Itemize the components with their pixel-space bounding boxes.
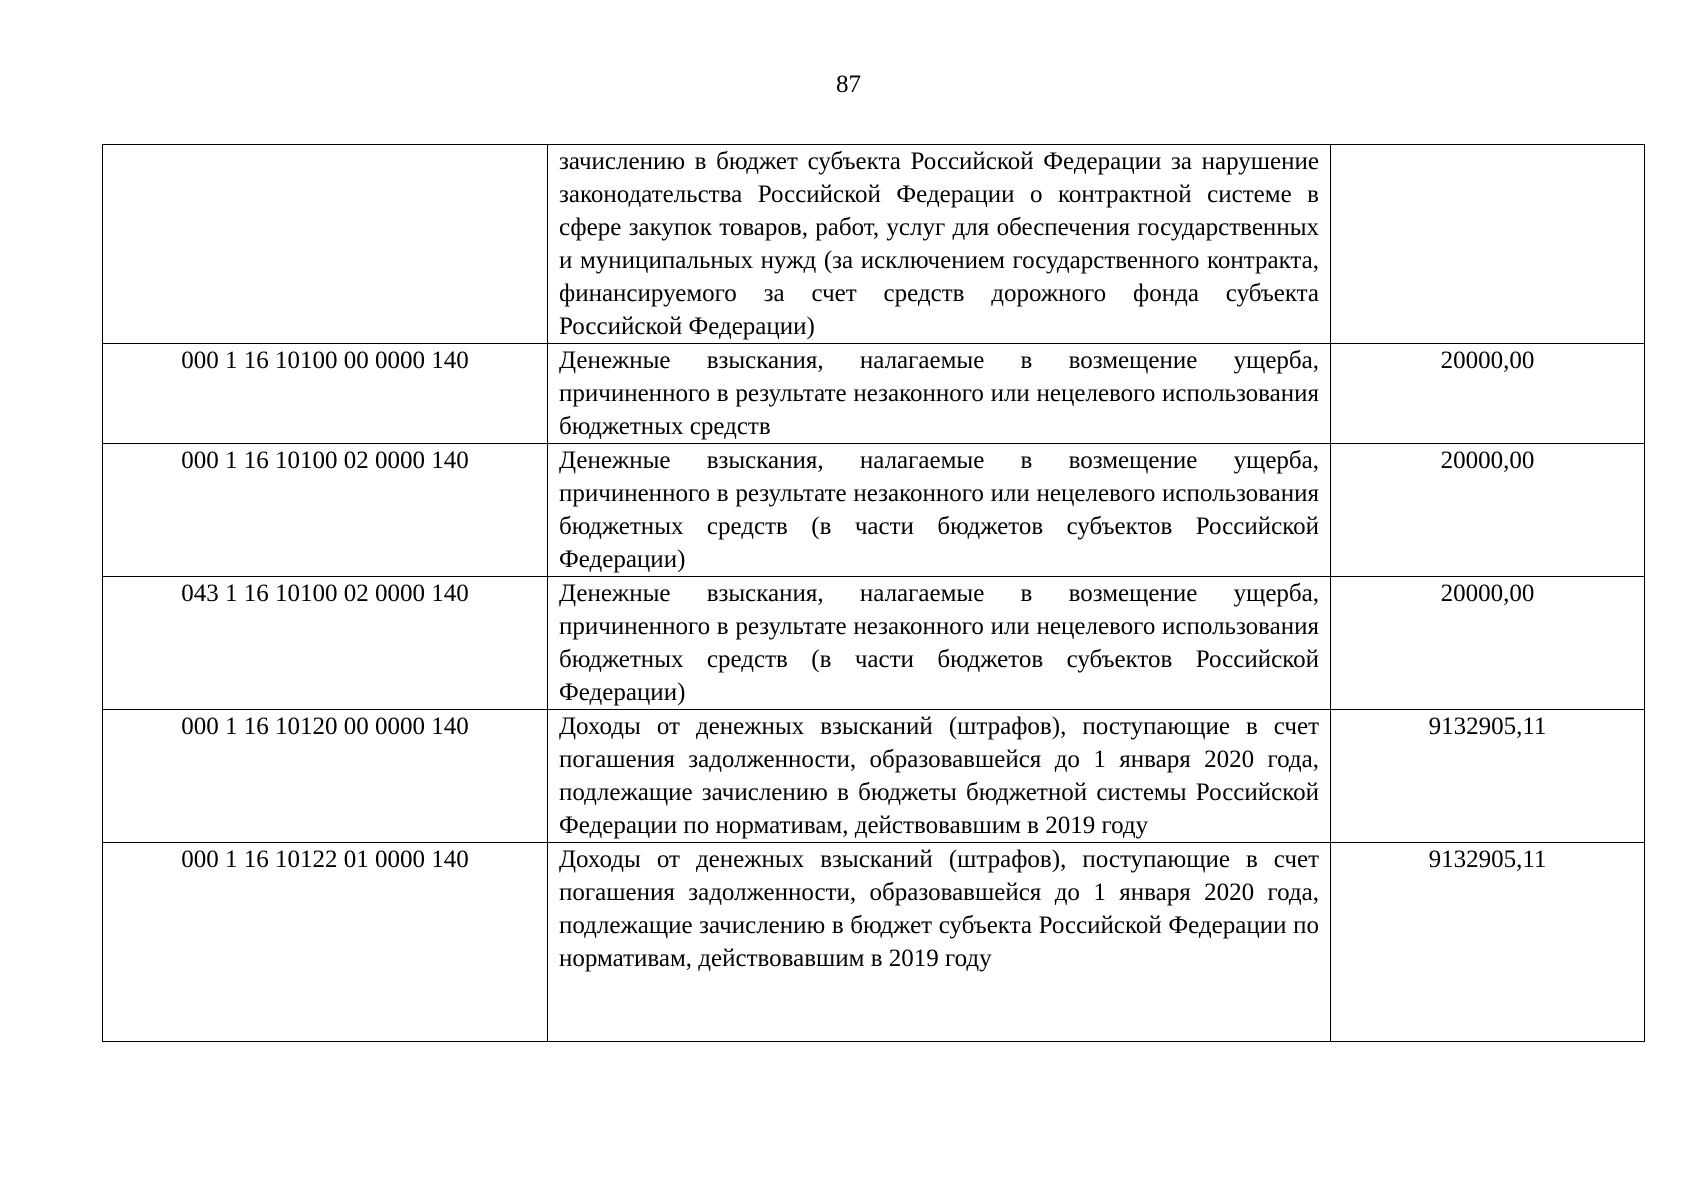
budget-code-cell xyxy=(103,145,548,344)
table-row xyxy=(103,843,1645,1042)
budget-code-cell: 043 1 16 10100 02 0000 140 xyxy=(103,577,548,710)
description-cell xyxy=(548,710,1331,843)
amount-cell: 20000,00 xyxy=(1331,444,1645,577)
description-text: Денежные взыскания, налагаемые в возмещение ущерба, причиненного в результате незаконного или нецелевого использования бюджетных средств (в части бюджетов субъектов Российской Федерации) xyxy=(559,580,1319,706)
description-cell xyxy=(548,444,1331,577)
budget-revenue-table xyxy=(102,144,1645,1042)
table-row xyxy=(103,344,1645,444)
description-cell xyxy=(548,843,1331,1042)
description-text: Денежные взыскания, налагаемые в возмещение ущерба, причиненного в результате незаконного или нецелевого использования бюджетных средств xyxy=(559,347,1319,440)
amount-cell: 9132905,11 xyxy=(1331,843,1645,1042)
page-number: 87 xyxy=(836,71,861,98)
description-text: зачислению в бюджет субъекта Российской Федерации за нарушение законодательства Российской Федерации о контрактной системе в сфере закупок товаров, работ, услуг для обеспечения государственных и муниципальных нужд (за исключением государственного контракта, финансируемого за счет средств дорожного фонда субъекта Российской Федерации) xyxy=(559,148,1319,340)
table-row xyxy=(103,577,1645,710)
amount-cell: 9132905,11 xyxy=(1331,710,1645,843)
budget-code-cell: 000 1 16 10122 01 0000 140 xyxy=(103,843,548,1042)
description-cell xyxy=(548,344,1331,444)
table-row xyxy=(103,145,1645,344)
description-text: Доходы от денежных взысканий (штрафов), поступающие в счет погашения задолженности, образовавшейся до 1 января 2020 года, подлежащие зачислению в бюджет субъекта Российской Федерации по нормативам, действовавшим в 2019 году xyxy=(559,846,1319,972)
description-text: Доходы от денежных взысканий (штрафов), поступающие в счет погашения задолженности, образовавшейся до 1 января 2020 года, подлежащие зачислению в бюджеты бюджетной системы Российской Федерации по нормативам, действовавшим в 2019 году xyxy=(559,713,1319,839)
budget-code-cell: 000 1 16 10100 00 0000 140 xyxy=(103,344,548,444)
budget-code-cell: 000 1 16 10100 02 0000 140 xyxy=(103,444,548,577)
description-text: Денежные взыскания, налагаемые в возмещение ущерба, причиненного в результате незаконного или нецелевого использования бюджетных средств (в части бюджетов субъектов Российской Федерации) xyxy=(559,447,1319,573)
amount-cell xyxy=(1331,145,1645,344)
amount-cell: 20000,00 xyxy=(1331,344,1645,444)
amount-cell: 20000,00 xyxy=(1331,577,1645,710)
budget-code-cell: 000 1 16 10120 00 0000 140 xyxy=(103,710,548,843)
description-cell xyxy=(548,145,1331,344)
table-row xyxy=(103,444,1645,577)
table-row xyxy=(103,710,1645,843)
description-cell xyxy=(548,577,1331,710)
